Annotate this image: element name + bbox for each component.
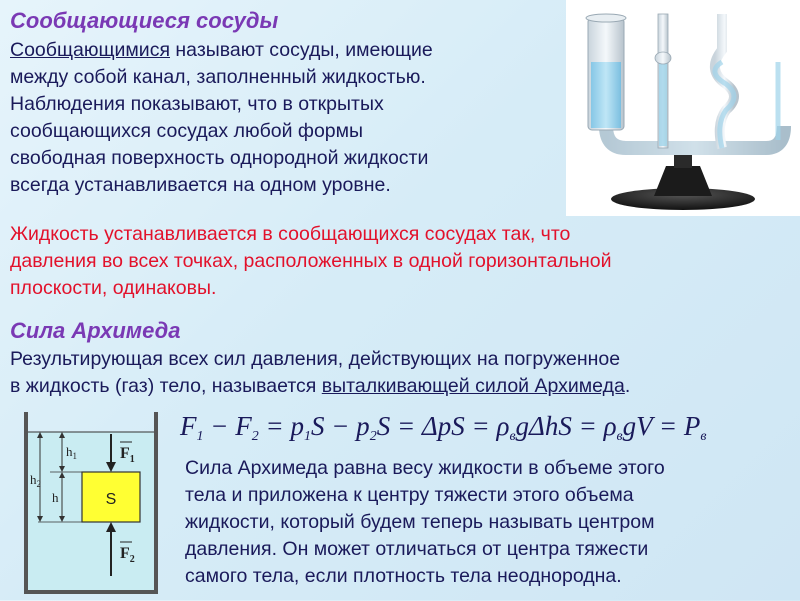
communicating-vessels-definition [10, 37, 560, 199]
section-title-communicating-vessels: Сообщающиеся сосуды [10, 8, 279, 33]
archimedes-definition [10, 346, 795, 400]
pressure-statement-line-1: Жидкость устанавливается в сообщающихся сосудах так, что [10, 223, 571, 245]
definition-line-4: сообщающихся сосудах любой формы [10, 120, 364, 142]
h-label: h [52, 490, 59, 505]
definition-line-2: между собой канал, заполненный жидкостью. [10, 66, 426, 88]
definition-line-3: Наблюдения показывают, что в открытых [10, 93, 384, 115]
archimedes-line-2 [10, 373, 795, 400]
h2-label: $h_2$ [30, 472, 41, 489]
explanation-line-4: давления. Он может отличаться от центра тяжести [185, 538, 649, 560]
formula-sub: 2 [369, 429, 377, 444]
pressure-statement-line-2: давления во всех точках, расположенных в одной горизонтальной [10, 250, 612, 272]
h1-label: $h_1$ [66, 444, 77, 461]
formula-part: S − p [310, 411, 370, 441]
archimedes-diagram [8, 406, 178, 596]
communicating-vessels-photo [566, 0, 800, 216]
explanation-line-5: самого тела, если плотность тела неоднородна. [185, 565, 622, 587]
section-title-archimedes: Сила Архимеда [10, 318, 181, 343]
body-label-s: S [105, 491, 117, 508]
definition-line-5: свободная поверхность однородной жидкости [10, 147, 429, 169]
explanation-line-1: Сила Архимеда равна весу жидкости в объеме этого [185, 457, 665, 479]
formula-sub: в [616, 429, 623, 444]
vessels-illustration [566, 0, 800, 216]
formula-part: S = ΔpS = ρ [376, 411, 510, 441]
formula-sub: 1 [303, 429, 311, 444]
explanation-line-3: жидкости, который будем теперь называть центром [185, 511, 655, 533]
formula-part: = p [258, 411, 304, 441]
definition-line-6: всегда устанавливается на одном уровне. [10, 174, 391, 196]
formula-part: gV = P [622, 411, 701, 441]
formula-part: F [180, 411, 197, 441]
explanation-line-2: тела и приложена к центру тяжести этого объема [185, 484, 634, 506]
pressure-statement-line-3: плоскости, одинаковы. [10, 277, 217, 299]
f1-label: $F_1$ [120, 445, 135, 465]
archimedes-line-2-start: в жидкость (газ) тело, называется [10, 375, 322, 397]
f2-label: $F_2$ [120, 545, 135, 565]
archimedes-line-1: Результирующая всех сил давления, действующих на погруженное [10, 348, 621, 370]
formula-part: − F [203, 411, 252, 441]
archimedes-formula [180, 408, 780, 448]
term-communicating: Сообщающимися [10, 39, 170, 61]
buoyancy-illustration [8, 406, 178, 596]
formula-sub: в [700, 429, 707, 444]
formula-sub: 2 [251, 429, 259, 444]
formula-sub: в [509, 429, 516, 444]
term-buoyant-force: выталкивающей силой Архимеда [321, 375, 625, 397]
archimedes-explanation [185, 455, 790, 590]
pressure-statement [10, 221, 795, 302]
definition-line-1 [10, 37, 560, 64]
formula-sub: 1 [196, 429, 204, 444]
definition-line-1-rest: называют сосуды, имеющие [170, 39, 433, 61]
archimedes-line-2-end: . [624, 375, 631, 397]
formula-part: gΔhS = ρ [515, 411, 617, 441]
